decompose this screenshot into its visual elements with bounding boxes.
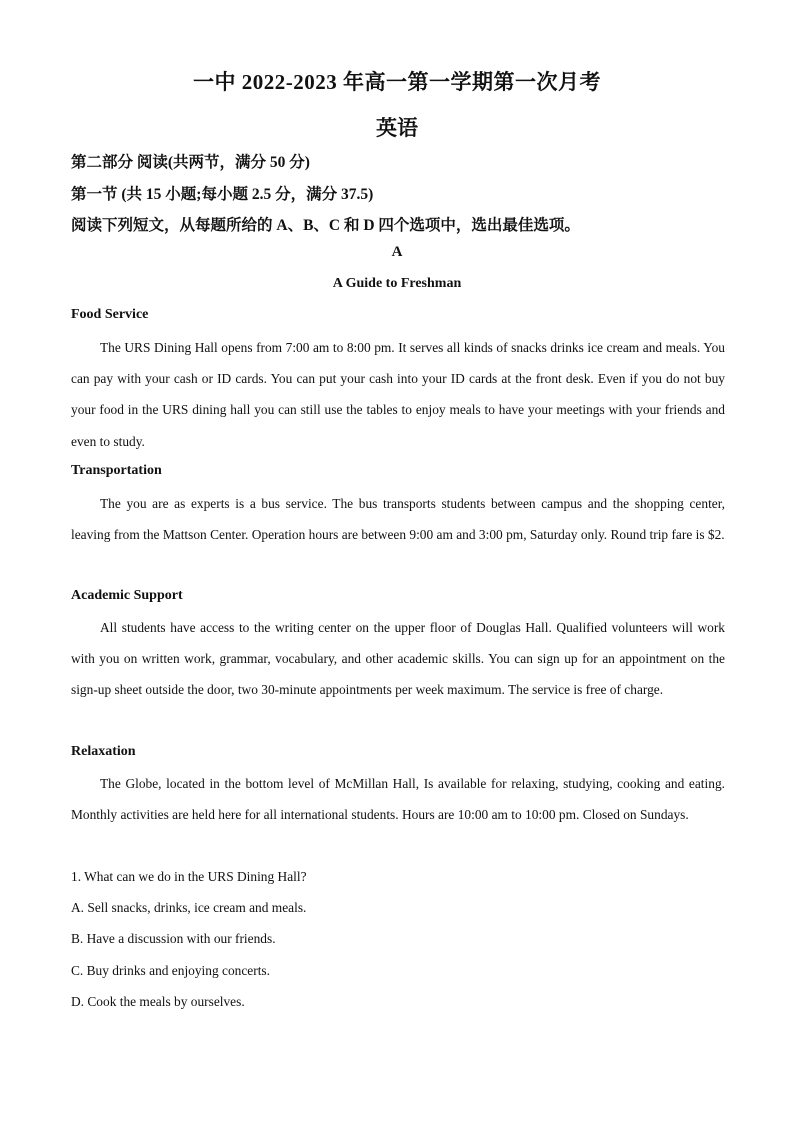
paragraph-academic-support: All students have access to the writing center on the upper floor of Douglas Hall. Qualified volunteers will work with you on written work, grammar, vocabulary, and other academic skills. You can sign up for an appointment on the sign-up sheet outside the door, two 30-minute appointments per week maximum. The service is free of charge. [71,620,725,698]
section-heading-transportation: Transportation [71,463,162,478]
section-heading-food-service: Food Service [71,307,149,322]
option-c: C. Buy drinks and enjoying concerts. [71,963,270,978]
part-heading: 第二部分 阅读(共两节，满分 50 分) [71,154,310,171]
passage-letter: A [391,244,403,260]
section-heading-academic-support: Academic Support [71,588,183,603]
subject-title: 英语 [376,116,418,140]
option-d: D. Cook the meals by ourselves. [71,994,245,1009]
paragraph-food-service: The URS Dining Hall opens from 7:00 am to 8:00 pm. It serves all kinds of snacks drinks ice cream and meals. You can pay with your cash or ID cards. You can put your cash into your ID cards at the front desk. Even if you do not buy your food in the URS dining hall you can still use the tables to enjoy meals to have your meetings with your friends and even to study. [71,340,725,449]
exam-title: 一中 2022-2023 年高一第一学期第一次月考 [193,70,601,94]
section-heading-relaxation: Relaxation [71,744,136,759]
instructions: 阅读下列短文，从每题所给的 A、B、C 和 D 四个选项中，选出最佳选项。 [71,217,580,234]
option-b: B. Have a discussion with our friends. [71,931,276,946]
option-a: A. Sell snacks, drinks, ice cream and meals. [71,900,307,915]
paragraph-relaxation: The Globe, located in the bottom level of McMillan Hall, Is available for relaxing, studying, cooking and eating. Monthly activities are held here for all international students. Hours are 10:00 am to 10:00 pm. Closed on Sundays. [71,776,725,823]
paragraph-transportation: The you are as experts is a bus service. The bus transports students between campus and the shopping center, leaving from the Mattson Center. Operation hours are between 9:00 am and 3:00 pm, Saturday only. Round trip fare is $2. [71,496,725,543]
section-heading: 第一节 (共 15 小题;每小题 2.5 分，满分 37.5) [71,186,374,203]
question-stem: 1. What can we do in the URS Dining Hall? [71,869,307,884]
passage-title: A Guide to Freshman [332,276,462,291]
